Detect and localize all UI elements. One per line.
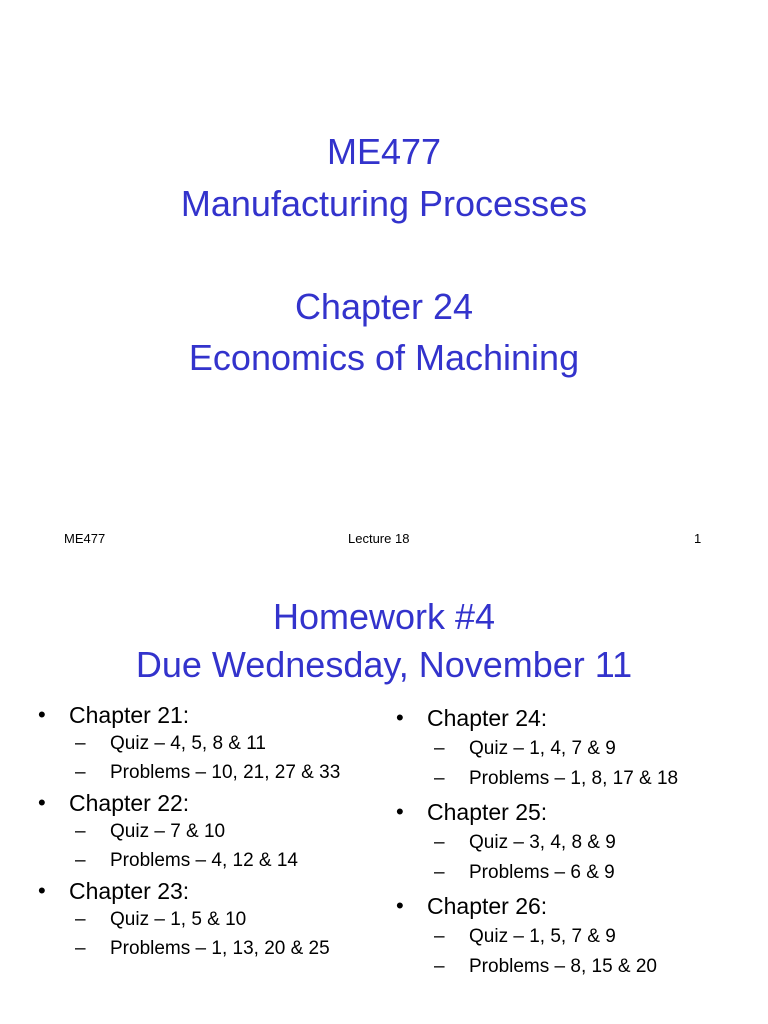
sub-item: – Problems – 8, 15 & 20 — [434, 956, 657, 977]
bullet-marker: • — [396, 705, 404, 730]
sub-item: – Problems – 10, 21, 27 & 33 — [75, 762, 341, 783]
sub-item: – Quiz – 3, 4, 8 & 9 — [434, 832, 616, 853]
sub-item: – Problems – 1, 13, 20 & 25 — [75, 938, 330, 959]
sub-item: – Problems – 4, 12 & 14 — [75, 850, 298, 871]
sub-item: – Problems – 1, 8, 17 & 18 — [434, 768, 679, 789]
bullet-marker: • — [396, 799, 404, 824]
sub-item: – Quiz – 7 & 10 — [75, 821, 226, 842]
sub-item: – Quiz – 1, 5 & 10 — [75, 909, 247, 930]
bullet-marker: • — [38, 702, 46, 727]
chapter-label: Chapter 23: — [69, 878, 190, 904]
sub-list — [434, 925, 678, 979]
sub-item: – Quiz – 4, 5, 8 & 11 — [75, 733, 266, 754]
sub-list — [75, 732, 340, 785]
sub-item: – Quiz – 1, 4, 7 & 9 — [434, 738, 616, 759]
chapter-bullet — [38, 701, 340, 729]
slide-number: 1 — [694, 531, 702, 546]
chapter-bullet — [396, 892, 678, 920]
chapter-bullet — [396, 704, 678, 732]
chapter-label: Chapter 25: — [427, 799, 548, 825]
footer-center: Lecture 18 — [348, 531, 410, 546]
sub-list — [75, 908, 340, 961]
chapter-label: Chapter 24: — [427, 705, 548, 731]
chapter-bullet — [38, 877, 340, 905]
course-code: ME477 — [326, 131, 442, 172]
chapter-number: Chapter 24 — [294, 286, 474, 327]
sub-list — [434, 737, 678, 791]
sub-item: – Quiz – 1, 5, 7 & 9 — [434, 926, 616, 947]
chapter-label: Chapter 21: — [69, 702, 190, 728]
chapter-bullet — [38, 789, 340, 817]
bullet-marker: • — [38, 878, 46, 903]
homework-title: Homework #4 — [272, 596, 496, 637]
bullet-marker: • — [38, 790, 46, 815]
homework-slide — [0, 560, 768, 1024]
right-column — [396, 704, 678, 979]
sub-item: – Problems – 6 & 9 — [434, 862, 615, 883]
due-date: Due Wednesday, November 11 — [135, 644, 633, 685]
sub-list — [434, 831, 678, 885]
chapter-title: Economics of Machining — [188, 337, 580, 378]
course-title: Manufacturing Processes — [180, 183, 588, 224]
chapter-label: Chapter 22: — [69, 790, 190, 816]
sub-list — [75, 820, 340, 873]
bullet-marker: • — [396, 893, 404, 918]
footer-left: ME477 — [64, 531, 106, 546]
chapter-label: Chapter 26: — [427, 893, 548, 919]
chapter-bullet — [396, 798, 678, 826]
left-column — [38, 701, 340, 961]
